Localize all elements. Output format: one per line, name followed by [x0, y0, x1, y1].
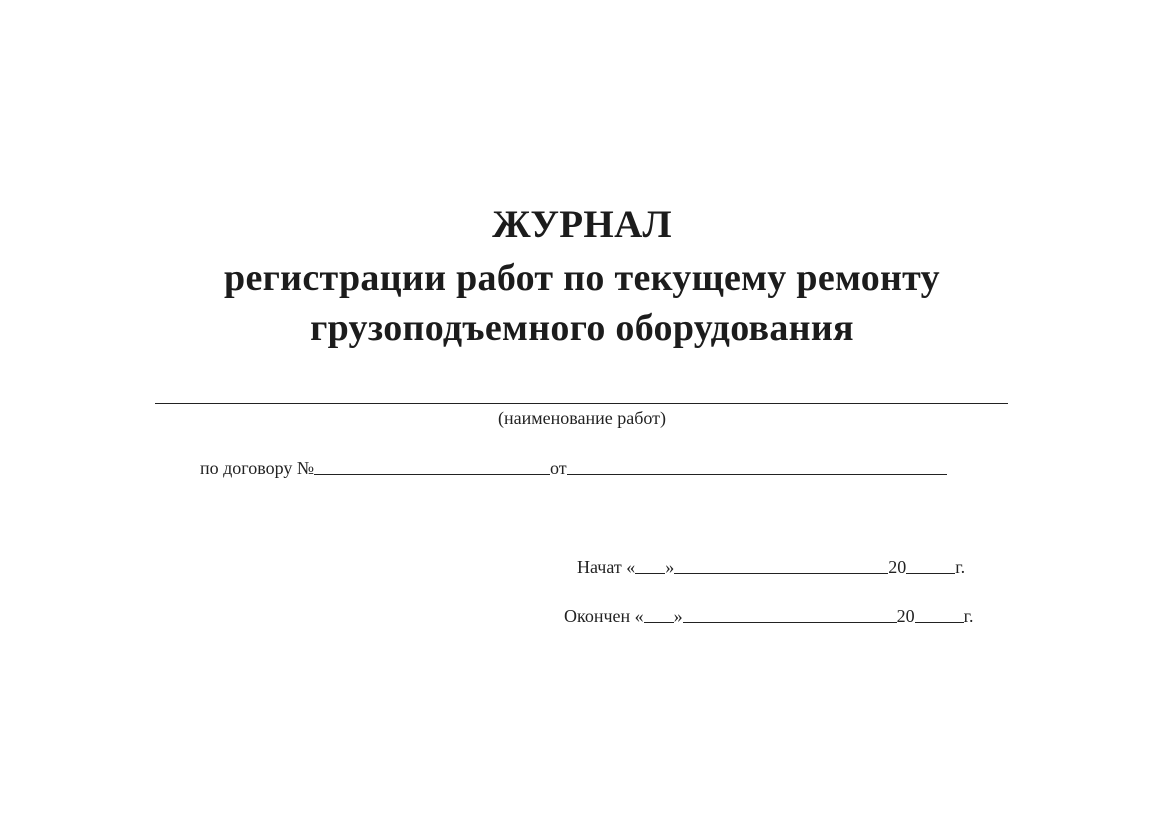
started-year-field[interactable] [906, 572, 955, 574]
finished-year-prefix: 20 [896, 606, 915, 626]
started-year-prefix: 20 [888, 557, 907, 577]
finished-year-suffix: г. [963, 606, 974, 626]
journal-subtitle-line1: регистрации работ по текущему ремонту [224, 257, 940, 299]
started-day-field[interactable] [635, 572, 665, 574]
contract-number-label: по договору № [200, 458, 315, 478]
started-quote-close: » [665, 557, 675, 577]
contract-date-label: от [550, 458, 567, 478]
finished-year-field[interactable] [915, 621, 964, 623]
started-month-field[interactable] [674, 572, 888, 574]
works-name-caption: (наименование работ) [497, 408, 667, 428]
contract-number-field[interactable] [314, 473, 550, 475]
journal-subtitle-line2: грузоподъемного оборудования [310, 307, 854, 349]
started-label: Начат « [577, 557, 636, 577]
works-name-field-line[interactable] [155, 403, 1008, 404]
finished-month-field[interactable] [683, 621, 897, 623]
finished-label: Окончен « [564, 606, 644, 626]
started-year-suffix: г. [955, 557, 966, 577]
contract-row [200, 458, 947, 479]
finished-row [564, 606, 974, 627]
contract-date-field[interactable] [567, 473, 947, 475]
journal-title: ЖУРНАЛ [492, 203, 672, 246]
started-row [577, 557, 965, 578]
finished-day-field[interactable] [644, 621, 674, 623]
finished-quote-close: » [673, 606, 683, 626]
